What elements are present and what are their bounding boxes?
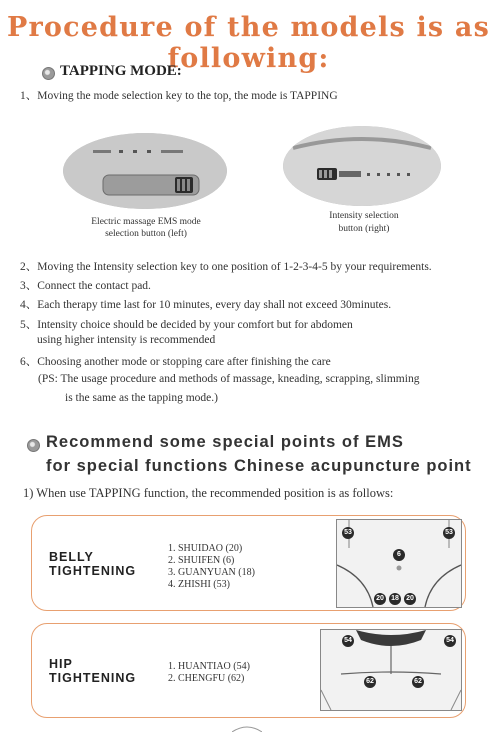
hip-point-list bbox=[168, 661, 250, 685]
mode-selection-photo bbox=[63, 133, 227, 209]
point-marker: 62 bbox=[412, 676, 424, 688]
belly-point-list bbox=[168, 543, 255, 591]
hip-diagram bbox=[320, 629, 462, 711]
hip-title bbox=[49, 657, 136, 685]
point-marker: 53 bbox=[443, 527, 455, 539]
page-title: Procedure of the models is as following: bbox=[6, 12, 491, 74]
step-5-continued: using higher intensity is recommended bbox=[37, 334, 216, 346]
point-marker: 54 bbox=[342, 635, 354, 647]
step-5: 5、Intensity choice should be decided by your comfort but for abdomen bbox=[20, 319, 353, 331]
caption-left bbox=[73, 216, 219, 240]
caption-right-line1: Intensity selection bbox=[329, 211, 399, 221]
point-marker: 53 bbox=[342, 527, 354, 539]
point-marker: 62 bbox=[364, 676, 376, 688]
recommend-subheading: for special functions Chinese acupuncture point bbox=[46, 457, 472, 475]
ps-note-continued: is the same as the tapping mode.) bbox=[65, 392, 218, 404]
list-item: 4. ZHISHI (53) bbox=[168, 579, 230, 590]
step-2: 2、Moving the Intensity selection key to one position of 1-2-3-4-5 by your requirements. bbox=[20, 261, 432, 273]
caption-left-line1: Electric massage EMS mode bbox=[91, 217, 201, 227]
belly-title-line2: TIGHTENING bbox=[49, 564, 137, 578]
list-item: 2. SHUIFEN (6) bbox=[168, 555, 235, 566]
bullet-icon bbox=[27, 439, 40, 452]
page-curve-decoration bbox=[232, 722, 262, 732]
list-item: 3. GUANYUAN (18) bbox=[168, 567, 255, 578]
point-marker: 54 bbox=[444, 635, 456, 647]
belly-title-line1: BELLY bbox=[49, 550, 94, 564]
ps-note: (PS: The usage procedure and methods of massage, kneading, scrapping, slimming bbox=[38, 373, 420, 385]
list-item: 2. CHENGFU (62) bbox=[168, 673, 245, 684]
point-marker: 6 bbox=[393, 549, 405, 561]
list-item: 1. HUANTIAO (54) bbox=[168, 661, 250, 672]
caption-left-line2: selection button (left) bbox=[105, 229, 187, 239]
caption-right-line2: button (right) bbox=[338, 224, 390, 234]
belly-diagram bbox=[336, 519, 462, 608]
hip-title-line2: TIGHTENING bbox=[49, 671, 137, 685]
intensity-selection-photo bbox=[283, 126, 441, 206]
list-item: 1. SHUIDAO (20) bbox=[168, 543, 243, 554]
step-3: 3、Connect the contact pad. bbox=[20, 280, 151, 292]
point-marker: 20 bbox=[404, 593, 416, 605]
step-6: 6、Choosing another mode or stopping care after finishing the care bbox=[20, 356, 331, 368]
caption-right bbox=[299, 210, 429, 236]
step-4: 4、Each therapy time last for 10 minutes, every day shall not exceed 30minutes. bbox=[20, 299, 392, 311]
belly-title bbox=[49, 550, 136, 578]
bullet-icon bbox=[42, 67, 55, 80]
recommend-intro: 1) When use TAPPING function, the recommended position is as follows: bbox=[23, 486, 394, 500]
point-marker: 18 bbox=[389, 593, 401, 605]
hip-title-line1: HIP bbox=[49, 657, 73, 671]
step-1: 1、Moving the mode selection key to the top, the mode is TAPPING bbox=[20, 90, 338, 102]
point-marker: 20 bbox=[374, 593, 386, 605]
tapping-mode-heading: TAPPING MODE: bbox=[60, 63, 182, 79]
recommend-heading: Recommend some special points of EMS bbox=[46, 433, 404, 451]
